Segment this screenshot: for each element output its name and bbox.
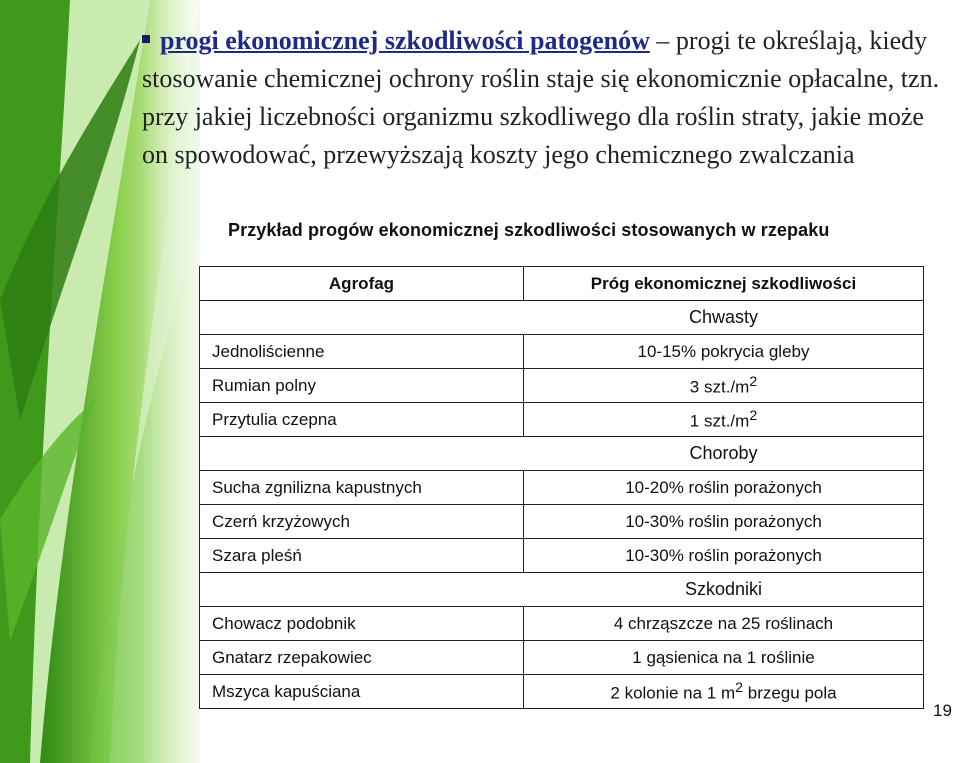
header-agent: Agrofag [200, 267, 524, 301]
threshold-cell: 10-30% roślin porażonych [524, 539, 924, 573]
threshold-cell: 1 gąsienica na 1 roślinie [524, 641, 924, 675]
table-row [200, 369, 924, 403]
table-row [200, 641, 924, 675]
threshold-cell: 1 $szt./m^2$ [524, 403, 924, 437]
agent-cell: Rumian polny [200, 369, 524, 403]
table-row [200, 403, 924, 437]
threshold-cell: 10-30% roślin porażonych [524, 505, 924, 539]
definition-text: – progi te określają, kiedy stosowanie chemicznej ochrony roślin staje się ekonomicznie opłacalne, tzn. przy jakiej liczebności organizmu szkodliwego dla roślin straty, jakie może on spowodować, przewyższają koszty jego chemicznego zwalczania [142, 26, 940, 169]
agent-cell: Chowacz podobnik [200, 607, 524, 641]
agent-cell: Przytulia czepna [200, 403, 524, 437]
agent-cell: Czerń krzyżowych [200, 505, 524, 539]
threshold-cell: 10-20% roślin porażonych [524, 471, 924, 505]
table-row [200, 505, 924, 539]
agent-cell: Szara pleśń [200, 539, 524, 573]
square-bullet-icon [142, 35, 150, 43]
threshold-cell: 10-15% pokrycia gleby [524, 335, 924, 369]
table-header-row [200, 267, 924, 301]
table-caption: Przykład progów ekonomicznej szkodliwości stosowanych w rzepaku [228, 220, 830, 240]
table-row [200, 539, 924, 573]
agent-cell: Jednoliścienne [200, 335, 524, 369]
section-row [200, 437, 924, 471]
section-row [200, 301, 924, 335]
agent-cell: Gnatarz rzepakowiec [200, 641, 524, 675]
section-title: Chwasty [200, 301, 924, 335]
threshold-cell: 4 chrząszcze na 25 roślinach [524, 607, 924, 641]
agent-cell: Sucha zgnilizna kapustnych [200, 471, 524, 505]
definition-paragraph [142, 22, 942, 174]
table-row [200, 607, 924, 641]
term-link[interactable]: progi ekonomicznej szkodliwości patogenów [160, 26, 650, 55]
page-number: 19 [933, 701, 952, 720]
table-row [200, 335, 924, 369]
table-row [200, 471, 924, 505]
section-title: Szkodniki [200, 573, 924, 607]
section-row [200, 573, 924, 607]
section-title: Choroby [200, 437, 924, 471]
threshold-table [199, 266, 924, 709]
threshold-cell: 2 kolonie na 1 $m^2$ brzegu pola [524, 675, 924, 709]
agent-cell: Mszyca kapuściana [200, 675, 524, 709]
table-row [200, 675, 924, 709]
header-threshold: Próg ekonomicznej szkodliwości [524, 267, 924, 301]
threshold-cell: 3 $szt./m^2$ [524, 369, 924, 403]
